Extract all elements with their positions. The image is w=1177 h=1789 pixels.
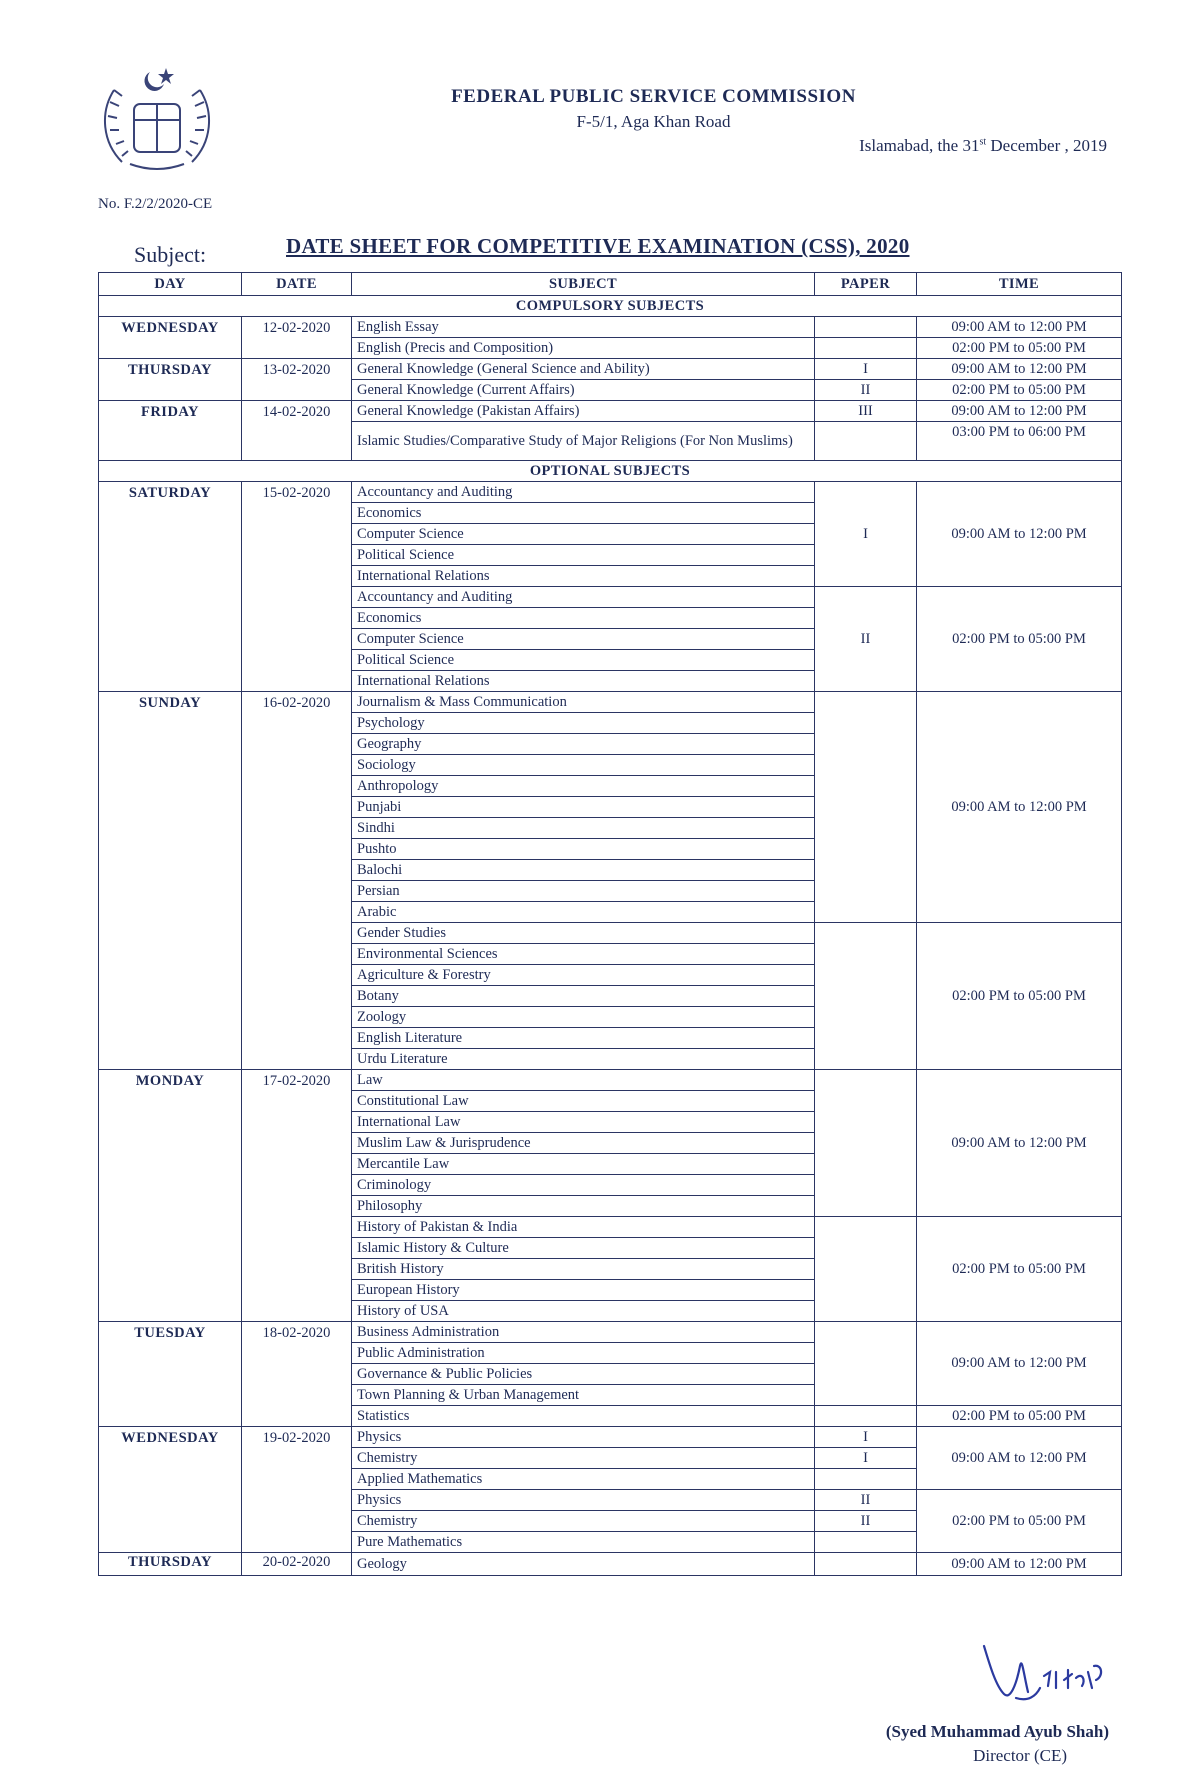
paper-cell xyxy=(815,1469,917,1490)
organization-address: F-5/1, Aga Khan Road xyxy=(576,112,731,131)
paper-cell xyxy=(815,1553,917,1576)
subject-cell: Town Planning & Urban Management xyxy=(352,1385,815,1406)
subject-cell: Gender Studies xyxy=(352,923,815,944)
subject-cell: Geology xyxy=(352,1553,815,1576)
subject-cell: Economics xyxy=(352,503,815,524)
time-cell: 02:00 PM to 05:00 PM xyxy=(917,923,1122,1070)
place-date-suffix: December , 2019 xyxy=(986,136,1107,155)
subject-cell: Accountancy and Auditing xyxy=(352,482,815,503)
day-cell: SUNDAY xyxy=(99,692,242,1070)
subject-cell: English Essay xyxy=(352,317,815,338)
time-cell: 02:00 PM to 05:00 PM xyxy=(917,338,1122,359)
subject-cell: Arabic xyxy=(352,902,815,923)
subject-cell: General Knowledge (General Science and Ability) xyxy=(352,359,815,380)
time-cell: 03:00 PM to 06:00 PM xyxy=(917,422,1122,461)
paper-cell xyxy=(815,338,917,359)
subject-label: Subject: xyxy=(134,242,207,267)
date-sheet-table xyxy=(98,272,1122,1576)
subject-cell: General Knowledge (Current Affairs) xyxy=(352,380,815,401)
paper-cell xyxy=(815,1532,917,1553)
subject-cell: Law xyxy=(352,1070,815,1091)
subject-cell: Agriculture & Forestry xyxy=(352,965,815,986)
subject-cell: Muslim Law & Jurisprudence xyxy=(352,1133,815,1154)
signature-icon xyxy=(976,1636,1136,1716)
subject-cell: Urdu Literature xyxy=(352,1049,815,1070)
paper-cell: II xyxy=(815,1490,917,1511)
column-header: PAPER xyxy=(815,273,917,296)
subject-cell: Public Administration xyxy=(352,1343,815,1364)
subject-cell: Pure Mathematics xyxy=(352,1532,815,1553)
day-cell: WEDNESDAY xyxy=(99,317,242,359)
time-cell: 09:00 AM to 12:00 PM xyxy=(917,1070,1122,1217)
time-cell: 02:00 PM to 05:00 PM xyxy=(917,1406,1122,1427)
subject-cell: Psychology xyxy=(352,713,815,734)
time-cell: 02:00 PM to 05:00 PM xyxy=(917,587,1122,692)
paper-cell: I xyxy=(815,359,917,380)
paper-cell xyxy=(815,1070,917,1217)
table-header-row xyxy=(99,273,1122,296)
time-cell: 09:00 AM to 12:00 PM xyxy=(917,1553,1122,1576)
table-row xyxy=(99,1427,1122,1448)
paper-cell xyxy=(815,1322,917,1406)
time-cell: 02:00 PM to 05:00 PM xyxy=(917,380,1122,401)
place-date-prefix: Islamabad, the 31 xyxy=(859,136,980,155)
subject-cell: Pushto xyxy=(352,839,815,860)
date-cell: 12-02-2020 xyxy=(242,317,352,359)
subject-cell: Accountancy and Auditing xyxy=(352,587,815,608)
subject-cell: Chemistry xyxy=(352,1511,815,1532)
paper-cell xyxy=(815,317,917,338)
reference-number: No. F.2/2/2020-CE xyxy=(98,196,213,212)
date-cell: 17-02-2020 xyxy=(242,1070,352,1322)
paper-cell: I xyxy=(815,482,917,587)
date-cell: 18-02-2020 xyxy=(242,1322,352,1427)
date-cell: 16-02-2020 xyxy=(242,692,352,1070)
subject-cell: European History xyxy=(352,1280,815,1301)
subject-cell: British History xyxy=(352,1259,815,1280)
paper-cell: I xyxy=(815,1427,917,1448)
time-cell: 09:00 AM to 12:00 PM xyxy=(917,401,1122,422)
subject-cell: International Law xyxy=(352,1112,815,1133)
subject-cell: Islamic Studies/Comparative Study of Major Religions (For Non Muslims) xyxy=(352,422,815,461)
subject-cell: Economics xyxy=(352,608,815,629)
subject-cell: Physics xyxy=(352,1427,815,1448)
table-row xyxy=(99,1322,1122,1343)
subject-cell: Journalism & Mass Communication xyxy=(352,692,815,713)
place-date-sup: st xyxy=(979,136,987,148)
column-header: SUBJECT xyxy=(352,273,815,296)
subject-cell: English Literature xyxy=(352,1028,815,1049)
organization-name: FEDERAL PUBLIC SERVICE COMMISSION xyxy=(451,86,856,107)
table-row xyxy=(99,359,1122,380)
subject-cell: Philosophy xyxy=(352,1196,815,1217)
paper-cell xyxy=(815,1217,917,1322)
place-date xyxy=(859,136,1107,156)
subject-cell: Environmental Sciences xyxy=(352,944,815,965)
subject-cell: Zoology xyxy=(352,1007,815,1028)
date-cell: 13-02-2020 xyxy=(242,359,352,401)
paper-cell: III xyxy=(815,401,917,422)
subject-cell: Persian xyxy=(352,881,815,902)
subject-cell: Chemistry xyxy=(352,1448,815,1469)
day-cell: THURSDAY xyxy=(99,1553,242,1576)
time-cell: 09:00 AM to 12:00 PM xyxy=(917,482,1122,587)
table-row xyxy=(99,401,1122,422)
subject-cell: Computer Science xyxy=(352,629,815,650)
subject-cell: Geography xyxy=(352,734,815,755)
paper-cell xyxy=(815,923,917,1070)
subject-cell: Business Administration xyxy=(352,1322,815,1343)
subject-cell: Political Science xyxy=(352,545,815,566)
date-cell: 19-02-2020 xyxy=(242,1427,352,1553)
signer-name: (Syed Muhammad Ayub Shah) xyxy=(885,1722,1109,1741)
subject-cell: Sindhi xyxy=(352,818,815,839)
time-cell: 09:00 AM to 12:00 PM xyxy=(917,692,1122,923)
column-header: DAY xyxy=(99,273,242,296)
paper-cell: II xyxy=(815,380,917,401)
subject-cell: General Knowledge (Pakistan Affairs) xyxy=(352,401,815,422)
paper-cell xyxy=(815,1406,917,1427)
table-row xyxy=(99,1553,1122,1576)
table-row xyxy=(99,1070,1122,1091)
day-cell: FRIDAY xyxy=(99,401,242,461)
paper-cell: II xyxy=(815,587,917,692)
day-cell: WEDNESDAY xyxy=(99,1427,242,1553)
subject-cell: Statistics xyxy=(352,1406,815,1427)
subject-cell: Sociology xyxy=(352,755,815,776)
day-cell: TUESDAY xyxy=(99,1322,242,1427)
subject-cell: International Relations xyxy=(352,671,815,692)
paper-cell: II xyxy=(815,1511,917,1532)
date-cell: 14-02-2020 xyxy=(242,401,352,461)
subject-cell: Botany xyxy=(352,986,815,1007)
time-cell: 09:00 AM to 12:00 PM xyxy=(917,1427,1122,1490)
time-cell: 09:00 AM to 12:00 PM xyxy=(917,359,1122,380)
subject-cell: International Relations xyxy=(352,566,815,587)
subject-cell: History of USA xyxy=(352,1301,815,1322)
subject-cell: Islamic History & Culture xyxy=(352,1238,815,1259)
day-cell: SATURDAY xyxy=(99,482,242,692)
day-cell: MONDAY xyxy=(99,1070,242,1322)
signer-designation: Director (CE) xyxy=(973,1746,1067,1765)
subject-cell: Governance & Public Policies xyxy=(352,1364,815,1385)
subject-cell: Anthropology xyxy=(352,776,815,797)
date-cell: 20-02-2020 xyxy=(242,1553,352,1576)
subject-cell: Political Science xyxy=(352,650,815,671)
subject-title: DATE SHEET FOR COMPETITIVE EXAMINATION (CSS), 2020 xyxy=(286,234,910,258)
time-cell: 09:00 AM to 12:00 PM xyxy=(917,1322,1122,1406)
date-cell: 15-02-2020 xyxy=(242,482,352,692)
subject-cell: History of Pakistan & India xyxy=(352,1217,815,1238)
column-header: DATE xyxy=(242,273,352,296)
time-cell: 02:00 PM to 05:00 PM xyxy=(917,1490,1122,1553)
time-cell: 09:00 AM to 12:00 PM xyxy=(917,317,1122,338)
table-row xyxy=(99,692,1122,713)
subject-cell: Applied Mathematics xyxy=(352,1469,815,1490)
subject-cell: Criminology xyxy=(352,1175,815,1196)
subject-cell: English (Precis and Composition) xyxy=(352,338,815,359)
subject-cell: Punjabi xyxy=(352,797,815,818)
section-compulsory: COMPULSORY SUBJECTS xyxy=(99,296,1122,317)
table-row xyxy=(99,317,1122,338)
paper-cell xyxy=(815,422,917,461)
table-row xyxy=(99,482,1122,503)
section-optional: OPTIONAL SUBJECTS xyxy=(99,461,1122,482)
subject-cell: Physics xyxy=(352,1490,815,1511)
paper-cell xyxy=(815,692,917,923)
day-cell: THURSDAY xyxy=(99,359,242,401)
time-cell: 02:00 PM to 05:00 PM xyxy=(917,1217,1122,1322)
subject-cell: Mercantile Law xyxy=(352,1154,815,1175)
column-header: TIME xyxy=(917,273,1122,296)
paper-cell: I xyxy=(815,1448,917,1469)
subject-cell: Constitutional Law xyxy=(352,1091,815,1112)
subject-cell: Balochi xyxy=(352,860,815,881)
subject-cell: Computer Science xyxy=(352,524,815,545)
